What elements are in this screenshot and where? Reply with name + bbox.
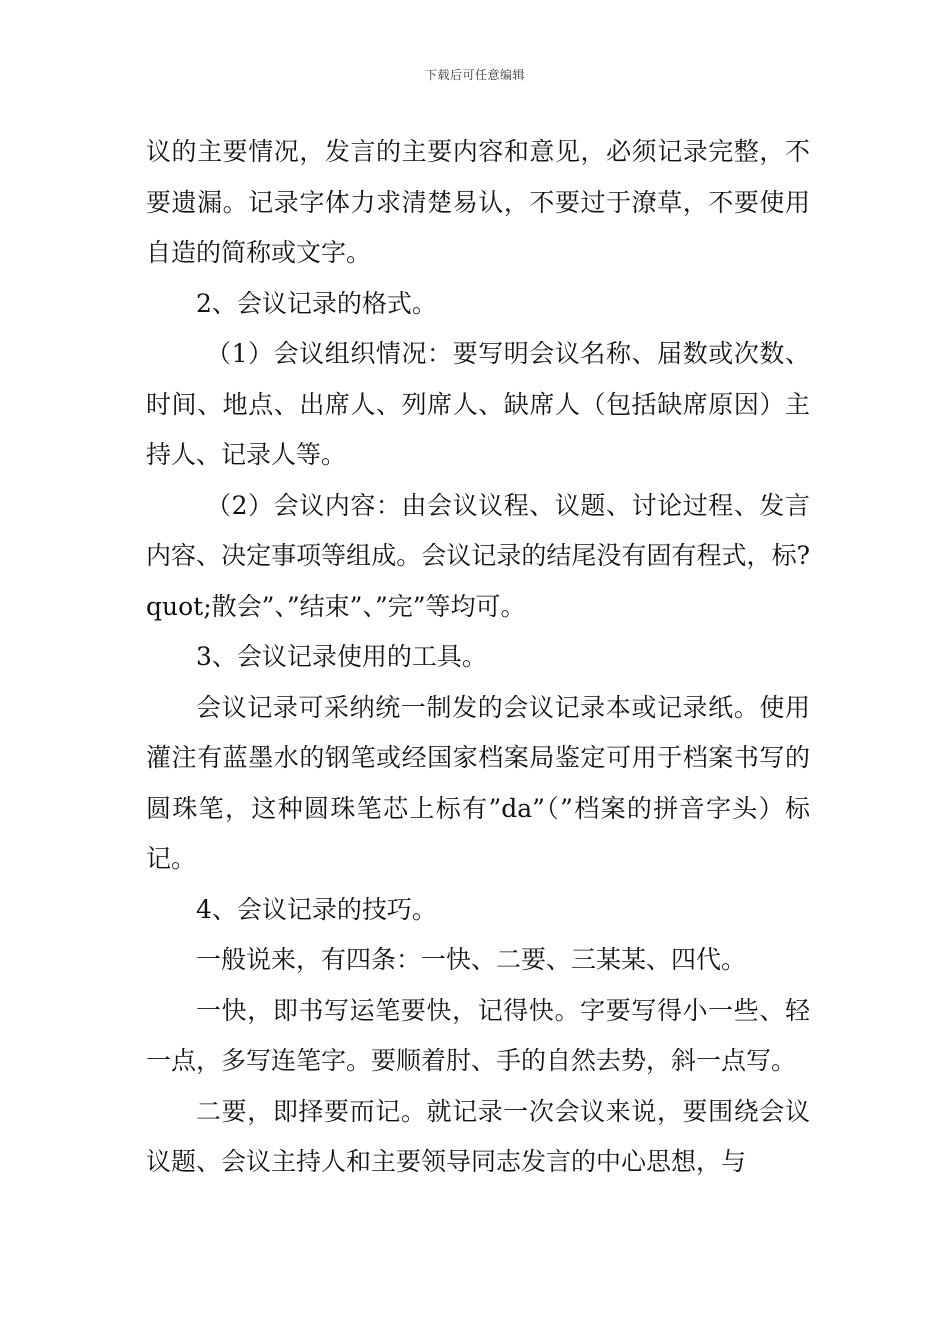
section-heading-4: 4、会议记录的技巧。	[196, 894, 437, 924]
paragraph-four-points: 一般说来，有四条：一快、二要、三某某、四代。	[196, 945, 747, 974]
paragraph-tools: 会议记录可采纳统一制发的会议记录本或记录纸。使用灌注有蓝墨水的钢笔或经国家档案局鉴定可用于档案书写的圆珠笔，这种圆珠笔芯上标有”da”（”档案的拼音字头）标记。	[146, 692, 810, 873]
paragraph-fast: 一快，即书写运笔要快，记得快。字要写得小一些、轻一点，多写连笔字。要顺着肘、手的自然去势，斜一点写。	[146, 995, 810, 1075]
paragraph-essentials: 二要，即择要而记。就记录一次会议来说，要围绕会议议题、会议主持人和主要领导同志发言的中心思想，与	[146, 1096, 810, 1176]
paragraph-continuation: 议的主要情况，发言的主要内容和意见，必须记录完整，不要遗漏。记录字体力求清楚易认，不要过于潦草，不要使用自造的简称或文字。	[146, 137, 810, 267]
section-heading-3: 3、会议记录使用的工具。	[196, 642, 487, 671]
paragraph-item-1: （1）会议组织情况：要写明会议名称、届数或次数、时间、地点、出席人、列席人、缺席人（包括缺席原因）主持人、记录人等。	[146, 339, 810, 469]
paragraph-item-2: （2）会议内容：由会议议程、议题、讨论过程、发言内容、决定事项等组成。会议记录的结尾没有固有程式，标?quot;散会”、”结束”、”完”等均可。	[146, 490, 810, 621]
document-body	[146, 127, 810, 1188]
page-header-note: 下载后可任意编辑	[424, 68, 525, 82]
section-heading-2: 2、会议记录的格式。	[196, 288, 437, 318]
